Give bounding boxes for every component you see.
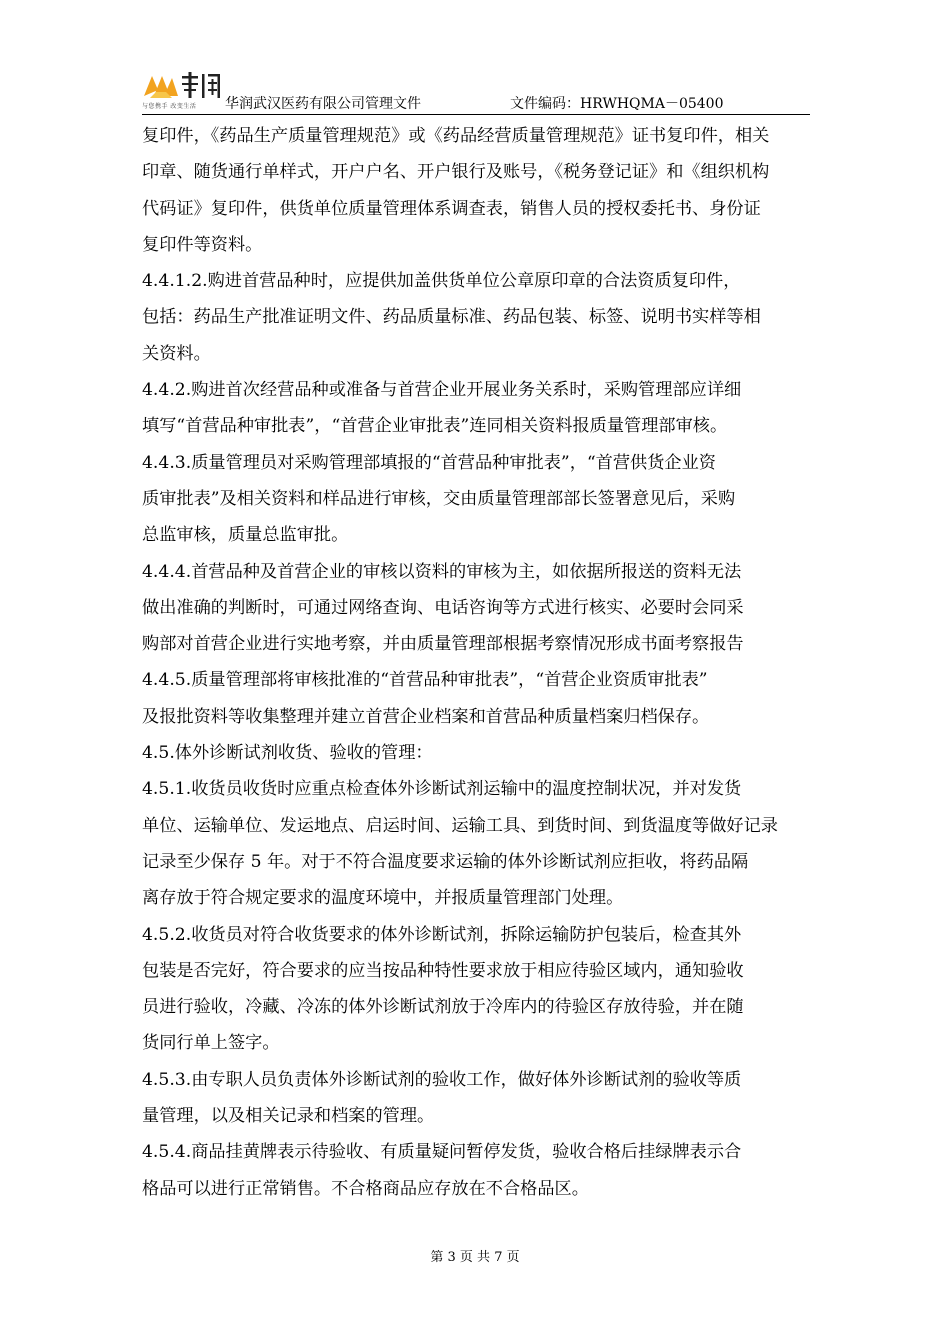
logo-slogan: 与您携手 改变生活	[142, 103, 197, 110]
text-line: 4.5.1.收货员收货时应重点检查体外诊断试剂运输中的温度控制状况，并对发货	[142, 779, 742, 800]
text-line: 量管理，以及相关记录和档案的管理。	[142, 1106, 435, 1127]
text-line: 4.4.4.首营品种及首营企业的审核以资料的审核为主，如依据所报送的资料无法	[142, 561, 742, 582]
page-number: 第 3 页 共 7 页	[430, 1250, 520, 1265]
text-line: 代码证》复印件，供货单位质量管理体系调查表，销售人员的授权委托书、身份证	[142, 198, 761, 219]
text-line: 4.4.5.质量管理部将审核批准的“首营品种审批表”，“首营企业资质审批表”	[142, 670, 708, 691]
text-line: 印章、随货通行单样式，开户户名、开户银行及账号，《税务登记证》和《组织机构	[142, 162, 770, 183]
document-body	[142, 118, 810, 1207]
text-line: 包装是否完好，符合要求的应当按品种特性要求放于相应待验区域内，通知验收	[142, 960, 744, 981]
text-line: 单位、运输单位、发运地点、启运时间、运输工具、到货时间、到货温度等做好记录	[142, 815, 778, 836]
text-line: 4.4.1.2.购进首营品种时，应提供加盖供货单位公章原印章的合法资质复印件，	[142, 271, 741, 292]
text-line: 购部对首营企业进行实地考察，并由质量管理部根据考察情况形成书面考察报告	[142, 634, 744, 655]
text-line: 总监审核，质量总监审批。	[142, 525, 349, 546]
text-line: 填写“首营品种审批表”，“首营企业审批表”连同相关资料报质量管理部审核。	[142, 416, 728, 437]
text-line: 及报批资料等收集整理并建立首营企业档案和首营品种质量档案归档保存。	[142, 706, 710, 727]
text-line: 做出准确的判断时，可通过网络查询、电话咨询等方式进行核实、必要时会同采	[142, 597, 744, 618]
text-line: 4.4.2.购进首次经营品种或准备与首营企业开展业务关系时，采购管理部应详细	[142, 380, 742, 401]
text-line: 4.5.2.收货员对符合收货要求的体外诊断试剂，拆除运输防护包装后，检查其外	[142, 924, 742, 945]
text-line: 包括：药品生产批准证明文件、药品质量标准、药品包装、标签、说明书实样等相	[142, 307, 761, 328]
page-header	[142, 66, 810, 115]
section-heading: 4.5.体外诊断试剂收货、验收的管理：	[142, 743, 433, 764]
text-line: 4.4.3.质量管理员对采购管理部填报的“首营品种审批表”，“首营供货企业资	[142, 452, 716, 473]
text-line: 记录至少保存 5 年。对于不符合温度要求运输的体外诊断试剂应拒收，将药品隔	[142, 851, 749, 872]
text-line: 关资料。	[142, 343, 211, 364]
company-name: 华润武汉医药有限公司管理文件	[225, 96, 421, 112]
text-line: 离存放于符合规定要求的温度环境中，并报质量管理部门处理。	[142, 888, 624, 909]
text-line: 货同行单上签字。	[142, 1033, 280, 1054]
text-line: 复印件等资料。	[142, 234, 263, 255]
text-line: 质审批表”及相关资料和样品进行审核，交由质量管理部部长签署意见后，采购	[142, 488, 736, 509]
text-line: 员进行验收，冷藏、冷冻的体外诊断试剂放于冷库内的待验区存放待验，并在随	[142, 997, 744, 1018]
document-code: 文件编码：HRWHQMA－05400	[510, 96, 724, 112]
text-line: 4.5.4.商品挂黄牌表示待验收、有质量疑问暂停发货，验收合格后挂绿牌表示合	[142, 1142, 742, 1163]
text-line: 4.5.3.由专职人员负责体外诊断试剂的验收工作，做好体外诊断试剂的验收等质	[142, 1069, 742, 1090]
text-line: 复印件，《药品生产质量管理规范》或《药品经营质量管理规范》证书复印件，相关	[142, 126, 770, 146]
text-line: 格品可以进行正常销售。不合格商品应存放在不合格品区。	[142, 1178, 589, 1199]
